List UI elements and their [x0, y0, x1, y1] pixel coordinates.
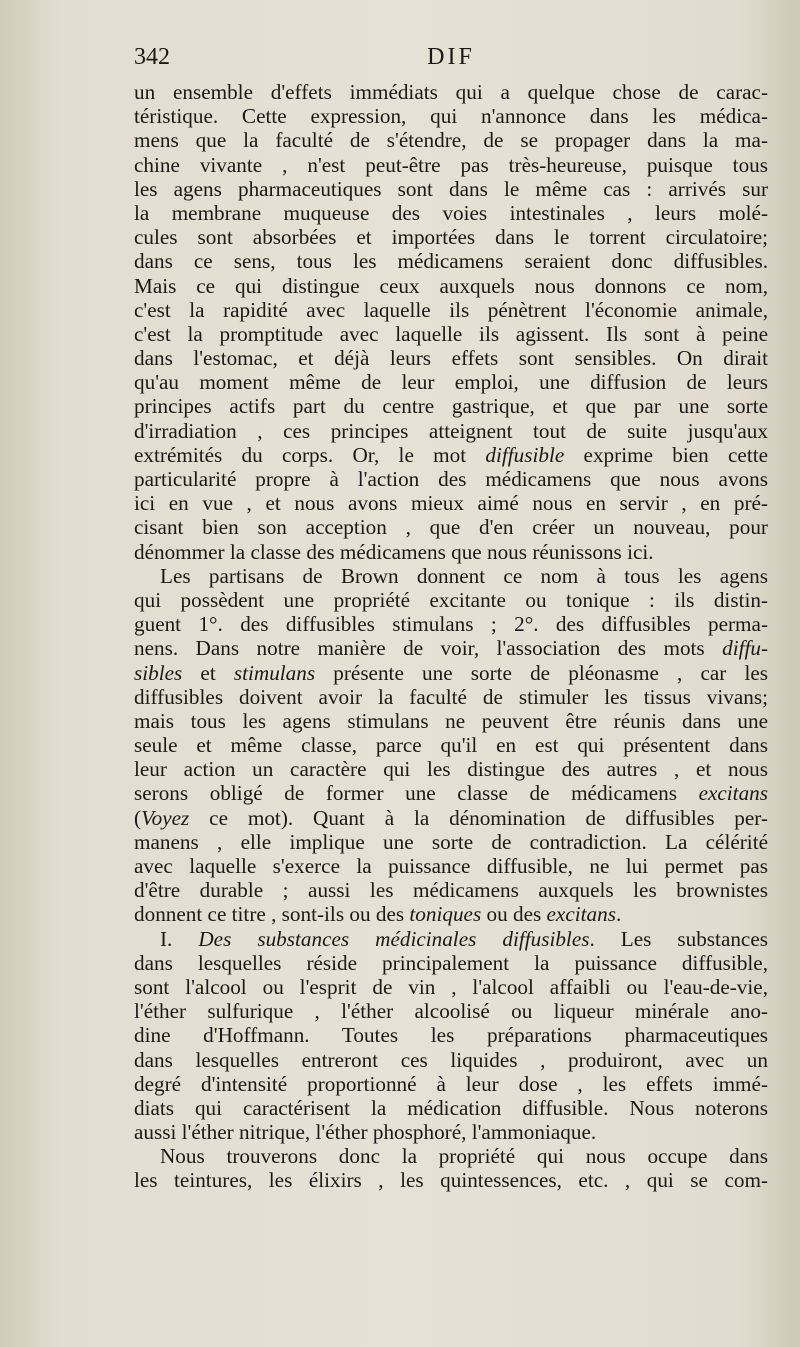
- text-line: degré d'intensité proportionné à leur dose , les effets immé-: [134, 1071, 768, 1096]
- text-line: seule et même classe, parce qu'il en est qui présentent dans: [134, 733, 768, 758]
- text-line: un ensemble d'effets immédiats qui a quelque chose de carac-: [134, 80, 768, 104]
- text-line: I. Des substances médicinales diffusibles. Les substances: [160, 926, 768, 951]
- text-line: sont l'alcool ou l'esprit de vin , l'alcool affaibli ou l'eau-de-vie,: [134, 974, 768, 999]
- text-line: guent 1°. des diffusibles stimulans ; 2°. des diffusibles perma-: [134, 612, 768, 637]
- page-header: [134, 44, 768, 78]
- text-line: dans lesquelles entreront ces liquides , produiront, avec un: [134, 1047, 768, 1072]
- running-head: DIF: [427, 44, 475, 70]
- text-line: principes actifs part du centre gastrique, et que par une sorte: [134, 394, 768, 419]
- text-line: mais tous les agens stimulans ne peuvent être réunis dans une: [134, 708, 768, 733]
- text-line: dans ce sens, tous les médicamens seraient donc diffusibles.: [134, 249, 768, 274]
- text-line: Mais ce qui distingue ceux auxquels nous donnons ce nom,: [134, 273, 768, 298]
- text-line: c'est la rapidité avec laquelle ils pénètrent l'économie animale,: [134, 297, 768, 322]
- text-line: les teintures, les élixirs , les quintessences, etc. , qui se com-: [134, 1168, 768, 1193]
- text-line: chine vivante , n'est peut-être pas très-heureuse, puisque tous: [134, 152, 768, 177]
- text-line: dans l'estomac, et déjà leurs effets sont sensibles. On dirait: [134, 346, 768, 371]
- text-line: c'est la promptitude avec laquelle ils agissent. Ils sont à peine: [134, 321, 768, 346]
- text-line: serons obligé de former une classe de médicamens excitans: [134, 781, 768, 806]
- text-line: diats qui caractérisent la médication diffusible. Nous noterons: [134, 1095, 768, 1120]
- text-line: l'éther sulfurique , l'éther alcoolisé ou liqueur minérale ano-: [134, 999, 768, 1024]
- text-line: diffusibles doivent avoir la faculté de stimuler les tissus vivans;: [134, 684, 768, 709]
- text-line: mens que la faculté de s'étendre, de se propager dans la ma-: [134, 128, 768, 153]
- text-line: téristique. Cette expression, qui n'annonce dans les médica-: [134, 104, 768, 129]
- text-line: avec laquelle s'exerce la puissance diffusible, ne lui permet pas: [134, 854, 768, 878]
- text-line: aussi l'éther nitrique, l'éther phosphoré, l'ammoniaque.: [134, 1120, 597, 1145]
- text-line: dénommer la classe des médicamens que nous réunissons ici.: [134, 539, 654, 564]
- text-line: sibles et stimulans présente une sorte de pléonasme , car les: [134, 660, 768, 685]
- text-line: d'être durable ; aussi les médicamens auxquels les brownistes: [134, 878, 768, 903]
- text-line: donnent ce titre , sont-ils ou des toniques ou des excitans.: [134, 902, 622, 927]
- text-line: les agens pharmaceutiques sont dans le même cas : arrivés sur: [134, 176, 768, 201]
- body-text: [134, 80, 768, 1193]
- text-line: dine d'Hoffmann. Toutes les préparations pharmaceutiques: [134, 1023, 768, 1048]
- text-line: (Voyez ce mot). Quant à la dénomination de diffusibles per-: [134, 805, 768, 830]
- text-line: Nous trouverons donc la propriété qui nous occupe dans: [160, 1144, 768, 1169]
- text-line: particularité propre à l'action des médicamens que nous avons: [134, 467, 768, 491]
- text-line: extrémités du corps. Or, le mot diffusible exprime bien cette: [134, 442, 768, 467]
- text-line: ici en vue , et nous avons mieux aimé nous en servir , en pré-: [134, 491, 768, 516]
- text-line: cisant bien son acception , que d'en créer un nouveau, pour: [134, 515, 768, 540]
- text-line: qu'au moment même de leur emploi, une diffusion de leurs: [134, 370, 768, 395]
- text-line: d'irradiation , ces principes atteignent tout de suite jusqu'aux: [134, 418, 768, 443]
- text-line: leur action un caractère qui les distingue des autres , et nous: [134, 757, 768, 782]
- text-line: manens , elle implique une sorte de contradiction. La célérité: [134, 829, 768, 854]
- text-line: qui possèdent une propriété excitante ou tonique : ils distin-: [134, 587, 768, 612]
- page-number: 342: [134, 44, 170, 70]
- text-line: dans lesquelles réside principalement la puissance diffusible,: [134, 950, 768, 975]
- text-line: cules sont absorbées et importées dans le torrent circulatoire;: [134, 225, 768, 250]
- text-line: la membrane muqueuse des voies intestinales , leurs molé-: [134, 200, 768, 225]
- text-line: Les partisans de Brown donnent ce nom à tous les agens: [160, 563, 768, 588]
- text-line: nens. Dans notre manière de voir, l'association des mots diffu-: [134, 636, 768, 661]
